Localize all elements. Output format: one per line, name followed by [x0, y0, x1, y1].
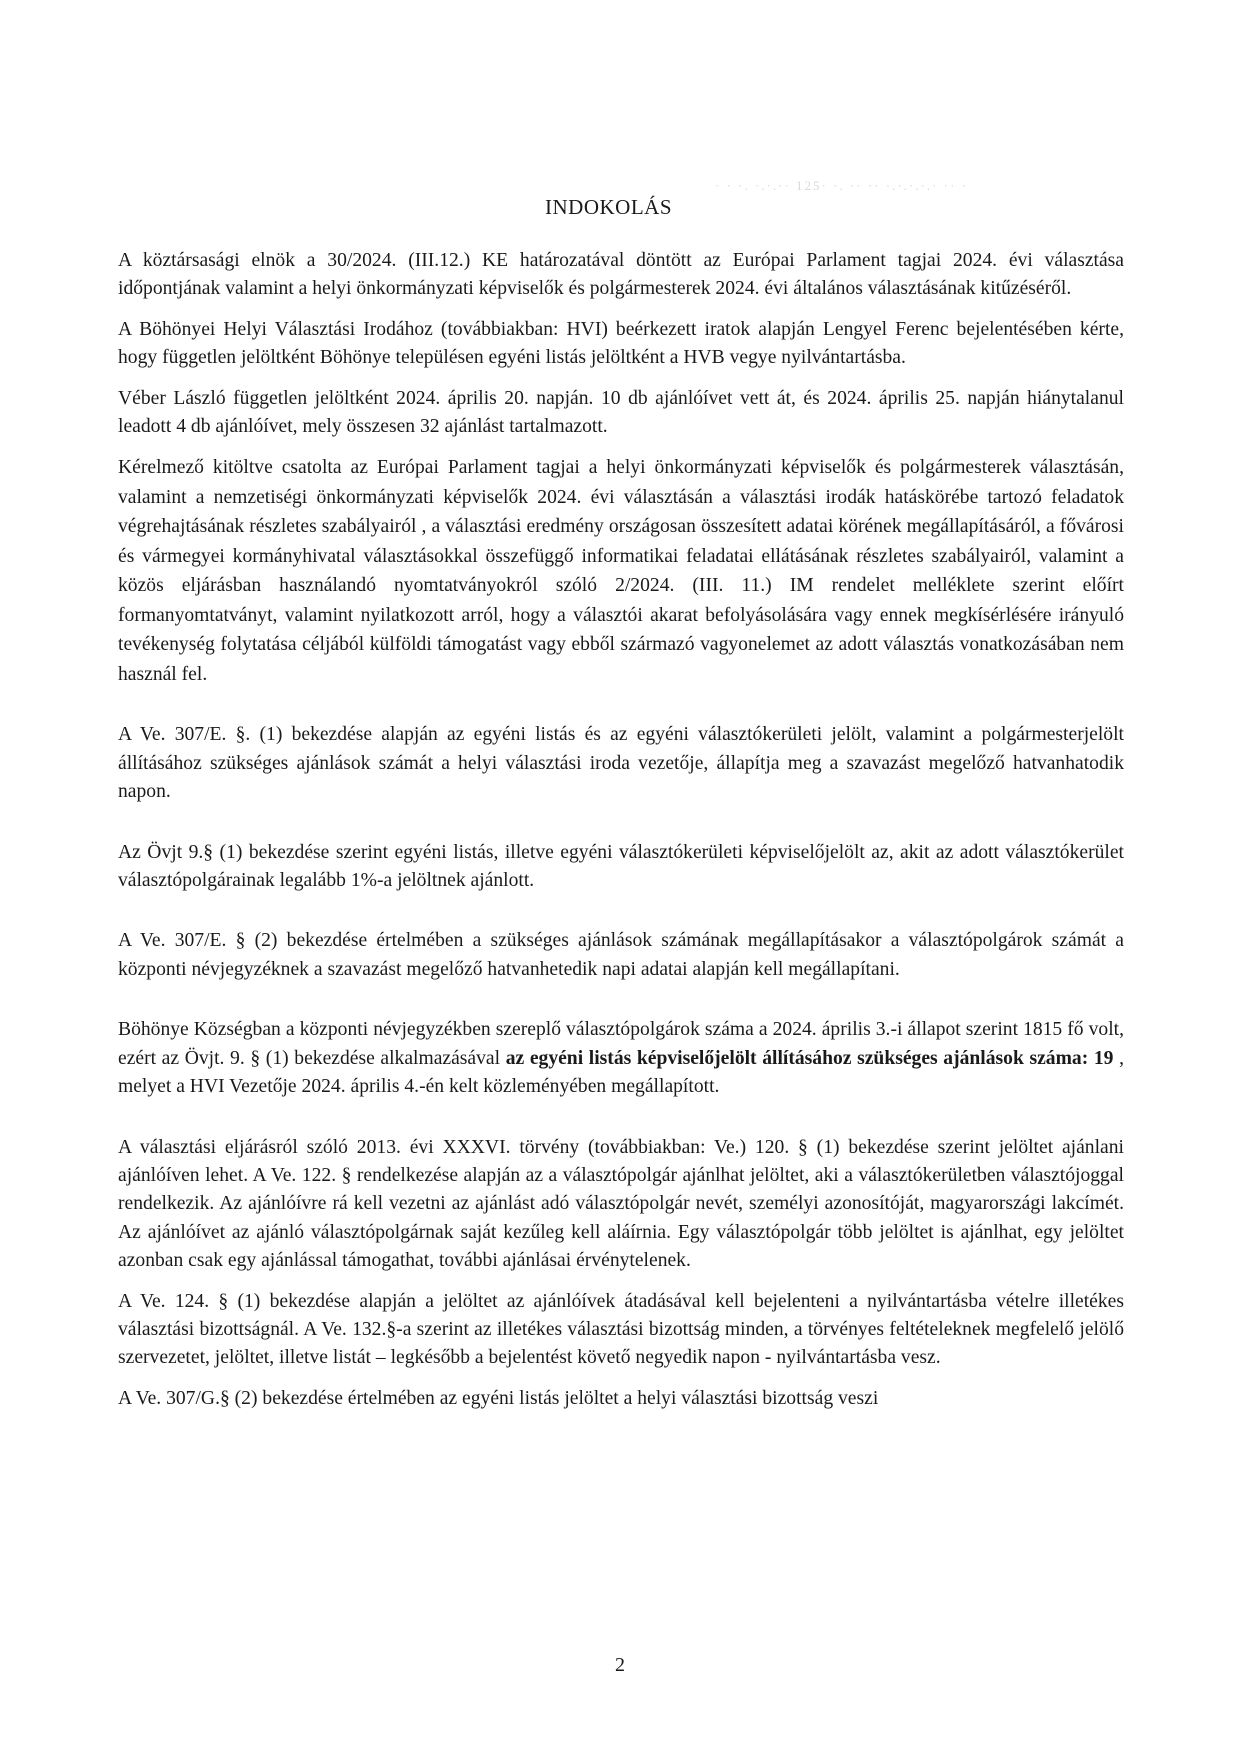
paragraph-8: [118, 1016, 1124, 1101]
paragraph-5: A Ve. 307/E. §. (1) bekezdése alapján az egyéni listás és az egyéni választókerületi jelölt, valamint a polgármesterjelölt állításához szükséges ajánlások számát a helyi választási iroda vezetője, állapítja meg a szavazást megelőző hatvanhatodik napon.: [118, 724, 1124, 803]
faded-stamp: · · ·. ·.·.·· 125· ·. ·· ·· ·.·.·.·.· ·· ·: [715, 178, 968, 193]
paragraph-8-text-end: , melyet a HVI Vezetője 2024. április 4.-én kelt közleményében megállapított.: [118, 1047, 1124, 1098]
required-recommendations-bold: az egyéni listás képviselőjelölt állításához szükséges ajánlások száma: 19: [505, 1047, 1114, 1069]
paragraph-9: A választási eljárásról szóló 2013. évi XXXVI. törvény (továbbiakban: Ve.) 120. § (1) bekezdése szerint jelöltet ajánlani ajánlóíven lehet. A Ve. 122. § rendelkezése alapján az a választópolgár ajánlhat jelöltet, aki a választókerületben választójoggal rendelkezik. Az ajánlóívre rá kell vezetni az ajánlást adó választópolgár nevét, személyi azonosítóját, magyarországi lakcímét. Az ajánlóívet az ajánló választópolgárnak saját kezűleg kell aláírnia. Egy választópolgár több jelöltet is ajánlhat, egy jelöltet azonban csak egy ajánlással támogathat, további ajánlásai érvénytelenek.: [118, 1136, 1124, 1272]
document-body: [118, 247, 1124, 1413]
paragraph-2: A Böhönyei Helyi Választási Irodához (továbbiakban: HVI) beérkezett iratok alapján Lengyel Ferenc bejelentésében kérte, hogy független jelöltként Böhönye településen egyéni listás jelöltként a HVB vegye nyilvántartásba.: [118, 318, 1124, 369]
page-title: INDOKOLÁS: [545, 195, 672, 219]
paragraph-1: A köztársasági elnök a 30/2024. (III.12.) KE határozatával döntött az Európai Parlament tagjai 2024. évi választása időpontjának valamint a helyi önkormányzati képviselők és polgármesterek 2024. évi általános választásának kitűzéséről.: [118, 250, 1124, 300]
paragraph-11: A Ve. 307/G.§ (2) bekezdése értelmében az egyéni listás jelöltet a helyi választási bizottság veszi: [118, 1387, 879, 1409]
paragraph-4: Kérelmező kitöltve csatolta az Európai Parlament tagjai a helyi önkormányzati képviselők és polgármesterek választásán, valamint a nemzetiségi önkormányzati képviselők 2024. évi választásán a választási irodák hatáskörébe tartozó feladatok végrehajtásának részletes szabályairól , a választási eredmény országosan összesített adatai körének megállapításáról, a fővárosi és vármegyei kormányhivatal választásokkal összefüggő informatikai feladatai ellátásának részletes szabályairól, valamint a közös eljárásban használandó nyomtatványokról szóló 2/2024. (III. 11.) IM rendelet melléklete szerint előírt formanyomtatványt, valamint nyilatkozott arról, hogy a választói akarat befolyásolására vagy ennek megkísérlésére irányuló tevékenység folytatása céljából külföldi támogatást vagy ebből származó vagyonelemet az adott választás vonatkozásában nem használ fel.: [118, 457, 1124, 685]
paragraph-3: Véber László független jelöltként 2024. április 20. napján. 10 db ajánlóívet vett át, és 2024. április 25. napján hiánytalanul leadott 4 db ajánlóívet, mely összesen 32 ajánlást tartalmazott.: [118, 387, 1124, 438]
paragraph-7: A Ve. 307/E. § (2) bekezdése értelmében a szükséges ajánlások számának megállapításakor a választópolgárok számát a központi névjegyzéknek a szavazást megelőző hatvanhetedik napi adatai alapján kell megállapítani.: [118, 930, 1124, 980]
paragraph-8-text-start: Böhönye Községban a központi névjegyzékben szereplő választópolgárok száma a 2024. április 3.-i állapot szerint 1815 fő volt, ezért az Övjt. 9. § (1) bekezdése alkalmazásával: [118, 1019, 1124, 1069]
paragraph-6: Az Övjt 9.§ (1) bekezdése szerint egyéni listás, illetve egyéni választókerületi képviselőjelölt az, akit az adott választókerület választópolgárainak legalább 1%-a jelöltnek ajánlott.: [118, 841, 1124, 892]
paragraph-10: A Ve. 124. § (1) bekezdése alapján a jelöltet az ajánlóívek átadásával kell bejelenteni a nyilvántartásba vételre illetékes választási bizottságnál. A Ve. 132.§-a szerint az illetékes választási bizottság minden, a törvényes feltételeknek megfelelő jelölő szervezetet, jelöltet, illetve listát – legkésőbb a bejelentést követő negyedik napon - nyilvántartásba vesz.: [118, 1290, 1124, 1369]
page-number: 2: [615, 1654, 625, 1676]
